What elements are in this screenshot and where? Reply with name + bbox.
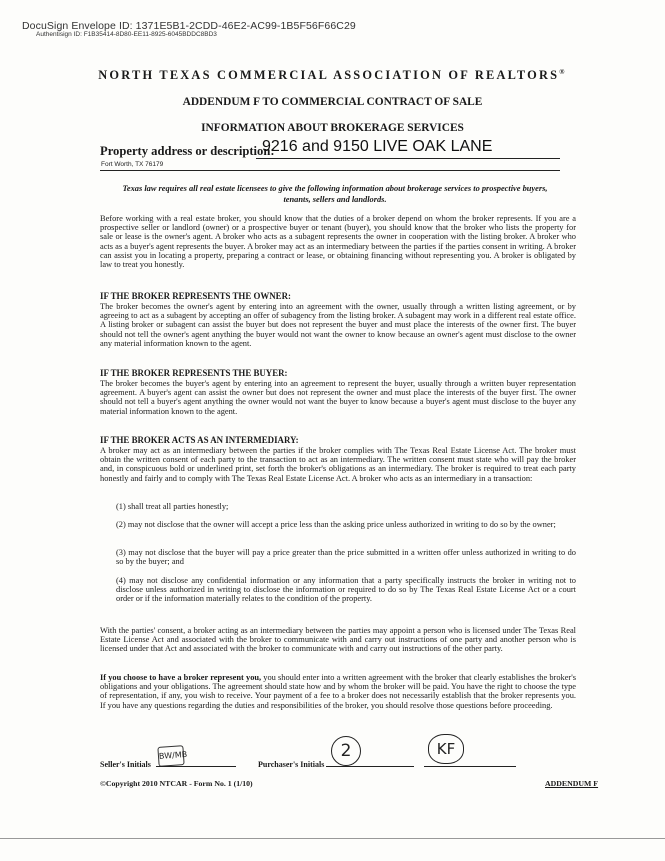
overview-paragraph: Before working with a real estate broker, you should know that the duties of a broker depend on whom the broker represents. If you are a prospective seller or landlord (owner) or a prospective buyer or tenant (buyer), you should know that the broker who lists the property for sale or lease is the owner's agent. A broker who acts as a subagent represents the owner in cooperation with the listing broker. A broker who acts as a buyer's agent represents the buyer. A broker may act as an intermediary between the parties if the parties consent in writing. A broker can assist you in locating a property, preparing a contract or lease, or obtaining financing without representing you. A broker is obligated by law to treat you honestly. [100,214,576,270]
seller-initials-label: Seller's Initials [100,760,151,769]
buyer-section-heading: IF THE BROKER REPRESENTS THE BUYER: [100,368,288,378]
closing-lead: If you choose to have a broker represent you, [100,673,262,682]
intermediary-consent-text: With the parties' consent, a broker acting as an intermediary between the parties may appoint a person who is licensed under The Texas Real Estate License Act and associated with the broker to communicate with and carry out instructions of one party and another person who is licensed under that Act and associated with the broker to communicate with and carry out instructions of the other party. [100,626,576,654]
intermediary-item-4: (4) may not disclose any confidential information or any information that a party specifically instructs the broker in writing not to disclose unless authorized in writing to disclose the information or required to do so by The Texas Real Estate License Act or a court order or if the information materially relates to the condition of the property. [116,576,576,604]
purchaser-initials-signature-1[interactable]: 2 [331,736,361,766]
copyright-notice: ©Copyright 2010 NTCAR - Form No. 1 (1/10) [100,779,253,788]
intermediary-section-heading: IF THE BROKER ACTS AS AN INTERMEDIARY: [100,435,299,445]
association-name: NORTH TEXAS COMMERCIAL ASSOCIATION OF REALTORS [98,68,560,83]
property-address-field[interactable]: 9216 and 9150 LIVE OAK LANE [262,138,493,155]
intro-notice: Texas law requires all real estate licensees to give the following information about brokerage services to prospective buyers, tenants, sellers and landlords. [122,184,548,204]
authentisign-id: Authentisign ID: F1B35414-8D80-EE11-8925-6045BDDC8BD3 [36,31,217,38]
property-city: Fort Worth, TX 76179 [101,161,164,168]
intermediary-section-text: A broker may act as an intermediary between the parties if the broker complies with The Texas Real Estate License Act. The broker must obtain the written consent of each party to the transaction to act as an intermediary. The written consent must state who will pay the broker and, in conspicuous bold or underlined print, set forth the broker's obligations as an intermediary. The broker is required to treat each party honestly and fairly and to comply with The Texas Real Estate License Act. A broker who acts as an intermediary in a transaction: [100,446,576,483]
intermediary-item-3: (3) may not disclose that the buyer will pay a price greater than the price submitted in a written offer unless authorized in writing to do so by the buyer; and [116,548,576,567]
bottom-rule [0,838,665,839]
docusign-envelope-id: DocuSign Envelope ID: 1371E5B1-2CDD-46E2-AC99-1B5F56F66C29 [22,20,356,32]
intermediary-item-2: (2) may not disclose that the owner will accept a price less than the asking price unless authorized in writing to do so by the owner; [116,520,556,529]
closing-paragraph [100,673,576,710]
owner-section-text: The broker becomes the owner's agent by entering into an agreement with the owner, usually through a written listing agreement, or by agreeing to act as a subagent by accepting an offer of subagency from the listing broker. A subagent may work in a different real estate office. A listing broker or subagent can assist the buyer but does not represent the buyer and must place the interests of the owner first. The buyer should not tell the owner's agent anything the buyer would not want the owner to know because an owner's agent must disclose to the owner any material information known to the agent. [100,302,576,348]
owner-section-heading: IF THE BROKER REPRESENTS THE OWNER: [100,291,291,301]
purchaser-initials-signature-2[interactable]: KF [428,734,464,764]
intermediary-item-1: (1) shall treat all parties honestly; [116,502,229,511]
seller-initials-signature[interactable]: BW/MB [157,745,184,767]
association-title [0,68,665,83]
registered-mark: ® [559,68,567,76]
seller-initials-line [156,766,236,767]
buyer-section-text: The broker becomes the buyer's agent by entering into an agreement to represent the buyer, usually through a written buyer representation agreement. A buyer's agent can assist the owner but does not represent the owner and must place the interests of the buyer first. The owner should not tell a buyer's agent anything the owner would not want the buyer to know because a buyer's agent must disclose to the buyer any material information known to the agent. [100,379,576,416]
information-title: INFORMATION ABOUT BROKERAGE SERVICES [201,122,464,134]
property-label: Property address or description: [100,144,275,158]
property-underline-2 [100,170,560,171]
purchaser-initials-line-1 [326,766,414,767]
closing-text: you should enter into a written agreement with the broker that clearly establishes the broker's obligations and your obligations. The agreement should state how and by whom the broker will be paid. You have the right to choose the type of representation, if any, you wish to receive. Your payment of a fee to a broker does not necessarily establish that the broker represents you. If you have any questions regarding the duties and responsibilities of the broker, you should resolve those questions before proceeding. [100,673,576,710]
addendum-footer-label: ADDENDUM F [545,779,599,788]
purchaser-initials-line-2 [424,766,516,767]
purchaser-initials-label: Purchaser's Initials [258,760,325,769]
property-underline [256,158,560,159]
addendum-title: ADDENDUM F TO COMMERCIAL CONTRACT OF SALE [182,96,483,108]
